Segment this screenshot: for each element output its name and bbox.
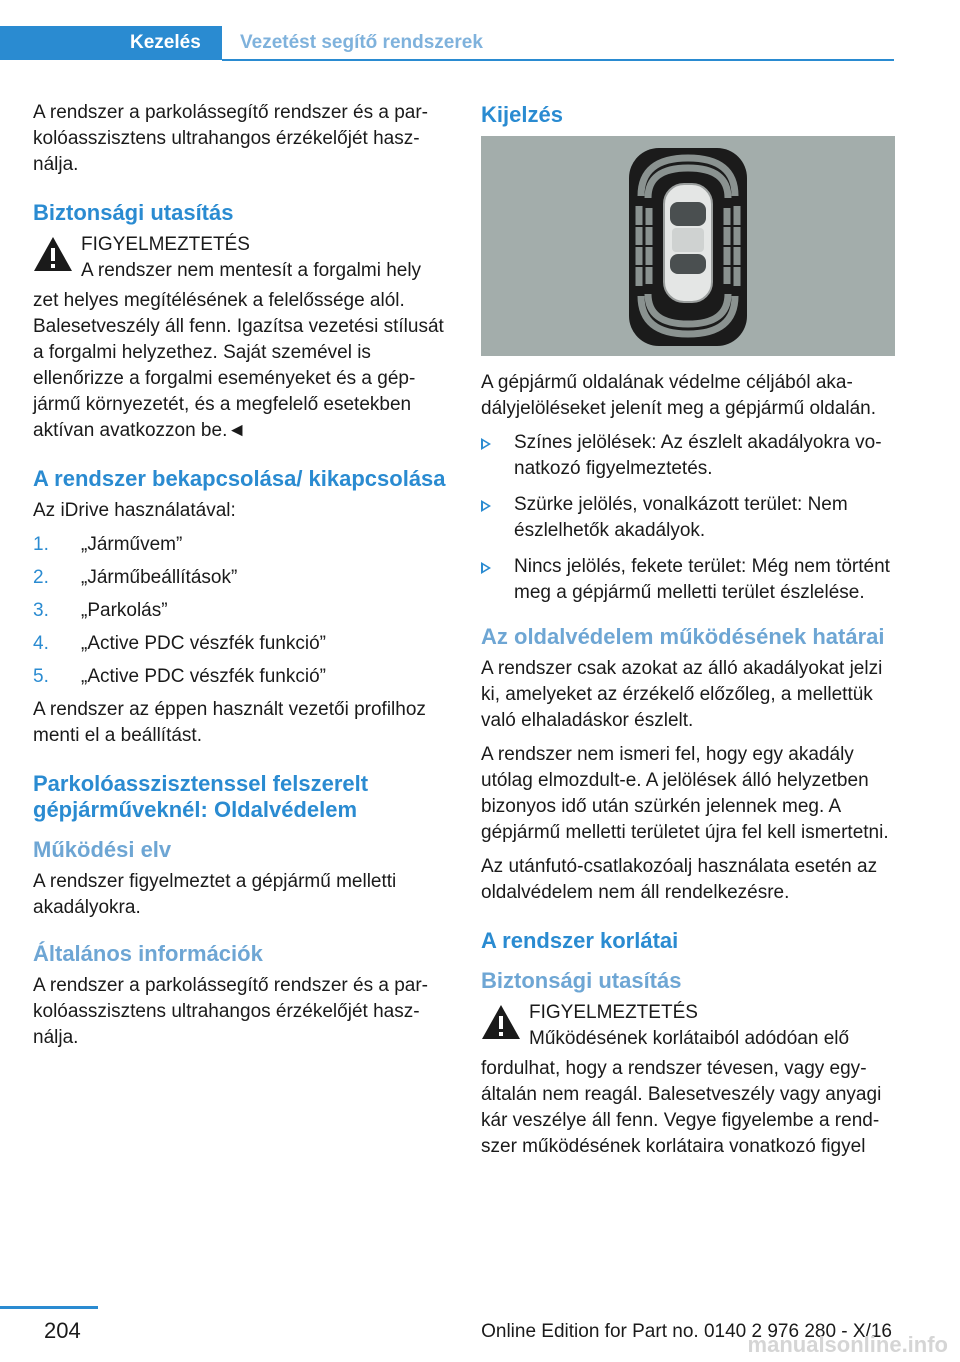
warning-block (33, 232, 447, 444)
bullet-triangle-icon (481, 438, 491, 450)
bullet-text: Nincs jelölés, fekete terület: Még nem történt meg a gépjármű melletti terület észlelése. (514, 556, 890, 603)
steps-list (33, 532, 447, 690)
bullet-triangle-icon (481, 500, 491, 512)
right-column (481, 100, 895, 1168)
profile-text: A rendszer az éppen használt vezetői profilhoz menti el a beállítást. (33, 699, 426, 746)
warning-first-line: A rendszer nem mentesít a forgalmi hely (81, 260, 422, 281)
safety-heading-right: Biztonsági utasítás (481, 968, 682, 993)
parking-display-image (481, 136, 895, 356)
general-info-text: A rendszer a parkolássegítő rendszer és a parkolóasszisztens ultrahangos érzékelőjét használja. (33, 975, 428, 1048)
system-limits-heading: A rendszer korlátai (481, 928, 679, 953)
chapter-tab[interactable]: Kezelés (0, 26, 222, 60)
idrive-text: Az iDrive használatával: (33, 500, 236, 521)
side-protection-heading: Parkolóasszisztenssel felszerelt gépjárműveknél: Oldalvédelem (33, 771, 369, 822)
list-item (33, 598, 447, 624)
footer-rule (0, 1306, 98, 1309)
step-number: 3. (33, 600, 49, 621)
header-rule (222, 59, 894, 61)
warning-first-line: Működésének korlátaiból adódóan elő (529, 1028, 850, 1049)
page-header (0, 0, 960, 62)
list-item (481, 554, 895, 606)
limits-paragraph-2: A rendszer nem ismeri fel, hogy egy akadály utólag elmozdult-e. A jelölések álló helyzetben bizonyos idő után szürkén jelennek meg. A gépjármű melletti területet újra fel kell ismertetni. (481, 744, 889, 843)
marking-bullets (481, 430, 895, 606)
display-heading: Kijelzés (481, 102, 563, 127)
warning-triangle-icon (481, 1004, 521, 1040)
warning-text: zet helyes megítélésének a felelőssége alól. Balesetveszély áll fenn. Igazítsa vezetési stílusát a forgalmi helyzethez. Saját szemével is ellenőrizze a forgalmi eseményeket és a gépjármű környezetét, és a megfelelő esetekben aktívan avatkozzon be.◄ (33, 290, 444, 441)
step-label: „Active PDC vészfék funkció” (81, 633, 326, 654)
step-label: „Járművem” (81, 534, 183, 555)
bullet-text: Színes jelölések: Az észlelt akadályokra vonatkozó figyelmeztetés. (514, 432, 882, 479)
list-item (33, 664, 447, 690)
safety-heading: Biztonsági utasítás (33, 200, 234, 225)
bullet-triangle-icon (481, 562, 491, 574)
limits-heading: Az oldalvédelem működésének határai (481, 624, 885, 649)
warning-title: FIGYELMEZTETÉS (81, 234, 250, 255)
limits-paragraph-1: A rendszer csak azokat az álló akadályokat jelzi ki, amelyeket az érzékelő előzőleg, a mellettük való elhaladáskor észlelt. (481, 658, 883, 731)
list-item (481, 492, 895, 544)
left-column (33, 100, 447, 1059)
step-label: „Active PDC vészfék funkció” (81, 666, 326, 687)
limits-paragraph-3: Az utánfutó-csatlakozóalj használata esetén az oldalvédelem nem áll rendelkezésre. (481, 856, 878, 903)
warning-triangle-icon (33, 236, 73, 272)
watermark: manualsonline.info (747, 1332, 948, 1357)
principle-heading: Működési elv (33, 837, 172, 862)
edition-text: Online Edition for Part no. 0140 2 976 280 - X/16 (481, 1321, 892, 1342)
warning-title: FIGYELMEZTETÉS (529, 1002, 698, 1023)
onoff-heading: A rendszer bekapcsolása/ kikapcsolása (33, 466, 446, 491)
warning-text: fordulhat, hogy a rendszer tévesen, vagy egyáltalán nem reagál. Balesetveszély vagy anyagi kár veszélye áll fenn. Vegye figyelembe a rendszer működésének korlátaira vonatkozó figyel (481, 1058, 882, 1157)
step-number: 4. (33, 633, 49, 654)
side-protection-figure (481, 136, 895, 356)
general-info-heading: Általános információk (33, 941, 263, 966)
step-label: „Járműbeállítások” (81, 567, 238, 588)
warning-block (481, 1000, 895, 1160)
figure-caption: A gépjármű oldalának védelme céljából akadályjelöléseket jelenít meg a gépjármű oldalán. (481, 372, 877, 419)
list-item (33, 565, 447, 591)
step-number: 1. (33, 534, 49, 555)
principle-text: A rendszer figyelmeztet a gépjármű melletti akadályokra. (33, 871, 397, 918)
step-number: 5. (33, 666, 49, 687)
step-label: „Parkolás” (81, 600, 168, 621)
bullet-text: Szürke jelölés, vonalkázott terület: Nem észlelhetők akadályok. (514, 494, 848, 541)
list-item (33, 631, 447, 657)
intro-paragraph: A rendszer a parkolássegítő rendszer és a parkolóasszisztens ultrahangos érzékelőjét használja. (33, 102, 428, 175)
section-title[interactable]: Vezetést segítő rendszerek (240, 32, 483, 53)
step-number: 2. (33, 567, 49, 588)
list-item (33, 532, 447, 558)
list-item (481, 430, 895, 482)
page-number: 204 (44, 1318, 81, 1343)
